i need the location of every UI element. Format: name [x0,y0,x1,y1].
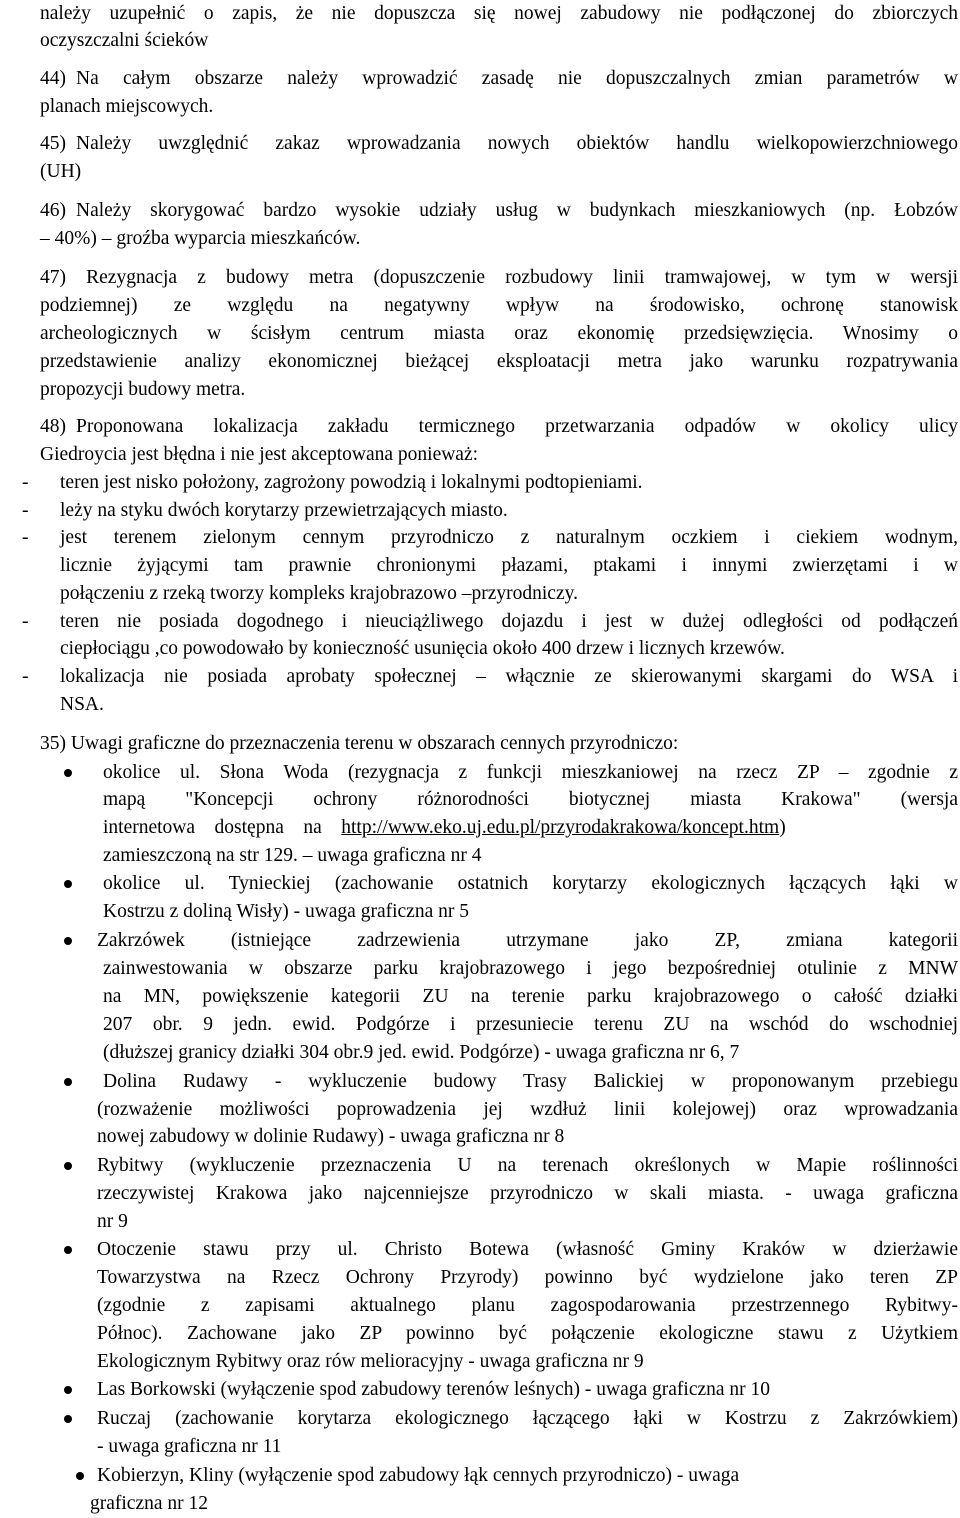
dash-item [22,469,958,497]
dash-item [22,608,958,636]
item-47-line: propozycji budowy metra. [40,379,246,400]
item-text: Rezygnacja z budowy metra (dopuszczenie rozbudowy linii tramwajowej, w tym w wersji [86,267,959,288]
dash-item [22,663,958,691]
dash-text: lokalizacja nie posiada aprobaty społecznej – włącznie ze skierowanymi skargami do WSA i [60,666,958,687]
item-48 [40,413,958,441]
item-48-cont: Giedroycia jest błędna i nie jest akceptowana ponieważ: [40,444,479,465]
bullet-item: Otoczenie stawu przy ul. Christo Botewa (własność Gminy Kraków w dzierżawie [97,1239,958,1260]
bullet-item: Kobierzyn, Kliny (wyłączenie spod zabudowy łąk cennych przyrodniczo) - uwaga [97,1465,740,1486]
item-44-cont: planach miejscowych. [40,96,214,117]
dash-item-cont: NSA. [60,694,104,715]
dash-item [22,497,958,525]
dash-item-cont: ciepłociągu ,co powodowało by konieczność usunięcia około 400 drzew i licznych krzewów. [60,638,785,659]
bullet-line: na MN, powiększenie kategorii ZU na terenie parku krajobrazowego o całość działki [103,986,958,1007]
item-46 [40,197,958,225]
dash-marker: - [22,611,29,632]
item-47-line: przedstawienie analizy ekonomicznej bieżącej eksploatacji metra jako warunku rozpatrywania [40,351,958,372]
bullet-line: graficzna nr 12 [90,1493,209,1514]
bullet-line: (dłuższej granicy działki 304 obr.9 jed. ewid. Podgórze) - uwaga graficzna nr 6, 7 [103,1042,740,1063]
item-45-cont: (UH) [40,161,82,182]
dash-item [22,524,958,552]
bullet-item: Las Borkowski (wyłączenie spod zabudowy terenów leśnych) - uwaga graficzna nr 10 [97,1379,771,1400]
item-number: 47) [40,267,66,288]
bullet-icon [76,1472,84,1480]
bullet-line: Ekologicznym Rybitwy oraz rów melioracyjny - uwaga graficzna nr 9 [97,1351,644,1372]
item-44 [40,65,958,93]
item-text: Na całym obszarze należy wprowadzić zasadę nie dopuszczalnych zmian parametrów w [76,68,958,89]
koncept-link[interactable]: http://www.eko.uj.edu.pl/przyrodakrakowa/koncept.htm [341,817,780,838]
bullet-item: Zakrzówek (istniejące zadrzewienia utrzymane jako ZP, zmiana kategorii [97,930,958,951]
bullet-text: internetowa dostępna na [103,817,342,838]
bullet-item: Ruczaj (zachowanie korytarza ekologicznego łączącego łąki w Kostrzu z Zakrzówkiem) [97,1408,958,1429]
intro-line-2: oczyszczalni ścieków [40,30,209,51]
bullet-item: okolice ul. Słona Woda (rezygnacja z funkcji mieszkaniowej na rzecz ZP – zgodnie z [103,762,958,783]
bullet-line: Kostrzu z doliną Wisły) - uwaga graficzna nr 5 [103,901,469,922]
bullet-icon [64,937,72,945]
bullet-line: nr 9 [97,1211,128,1232]
bullet-line: nowej zabudowy w dolinie Rudawy) - uwaga graficzna nr 8 [97,1126,565,1147]
item-number: 45) [40,133,66,154]
bullet-icon [64,1246,72,1254]
bullet-icon [64,1078,72,1086]
item-45 [40,130,958,158]
bullet-line: - uwaga graficzna nr 11 [97,1436,282,1457]
item-text: Należy skorygować bardzo wysokie udziały usług w budynkach mieszkaniowych (np. Łobzów [76,200,958,221]
dash-text: jest terenem zielonym cennym przyrodniczo z naturalnym oczkiem i ciekiem wodnym, [60,527,958,548]
section-35-title: 35) Uwagi graficzne do przeznaczenia terenu w obszarach cennych przyrodniczo: [40,733,679,754]
dash-marker: - [22,500,29,521]
bullet-item: okolice ul. Tynieckiej (zachowanie ostatnich korytarzy ekologicznych łączących łąki w [103,873,958,894]
item-number: 48) [40,416,66,437]
dash-text: teren jest nisko położony, zagrożony powodzią i lokalnymi podtopieniami. [60,472,643,493]
bullet-icon [64,1415,72,1423]
dash-text: leży na styku dwóch korytarzy przewietrzających miasto. [60,500,508,521]
bullet-icon [64,769,72,777]
dash-marker: - [22,527,29,548]
item-47-line: podziemnej) ze względu na negatywny wpływ na środowisko, ochronę stanowisk [40,295,958,316]
bullet-item: Dolina Rudawy - wykluczenie budowy Trasy Balickiej w proponowanym przebiegu [103,1071,958,1092]
bullet-line: zamieszczoną na str 129. – uwaga graficzna nr 4 [103,845,482,866]
dash-marker: - [22,472,29,493]
bullet-icon [64,880,72,888]
bullet-line: Towarzystwa na Rzecz Ochrony Przyrody) powinno być wydzielone jako teren ZP [97,1267,958,1288]
bullet-line: rzeczywistej Krakowa jako najcenniejsze przyrodniczo w skali miasta. - uwaga graficzna [97,1183,958,1204]
item-number: 46) [40,200,66,221]
item-text: Proponowana lokalizacja zakładu termicznego przetwarzania odpadów w okolicy ulicy [76,416,958,437]
bullet-line: mapą "Koncepcji ochrony różnorodności biotycznej miasta Krakowa" (wersja [103,789,958,810]
item-46-cont: – 40%) – groźba wyparcia mieszkańców. [40,228,361,249]
bullet-line [103,814,958,842]
dash-text: teren nie posiada dogodnego i nieuciążliwego dojazdu i jest w dużej odległości od podłączeń [60,611,958,632]
dash-item-cont: licznie żyjącymi tam prawnie chronionymi płazami, ptakami i innymi zwierzętami i w [60,555,958,576]
dash-marker: - [22,666,29,687]
item-47 [40,264,958,292]
bullet-text: ) [779,817,786,838]
dash-item-cont: połączeniu z rzeką tworzy kompleks krajobrazowo –przyrodniczy. [60,583,578,604]
bullet-line: zainwestowania w obszarze parku krajobrazowego i jego bezpośredniej otulinie z MNW [103,958,958,979]
bullet-line: 207 obr. 9 jedn. ewid. Podgórze i przesuniecie terenu ZU na wschód do wschodniej [103,1014,958,1035]
bullet-item: Rybitwy (wykluczenie przeznaczenia U na terenach określonych w Mapie roślinności [97,1155,958,1176]
item-47-line: archeologicznych w ścisłym centrum miasta oraz ekonomię przedsięwzięcia. Wnosimy o [40,323,958,344]
intro-line-1: należy uzupełnić o zapis, że nie dopuszcza się nowej zabudowy nie podłączonej do zbiorczych [40,3,958,24]
item-text: Należy uwzględnić zakaz wprowadzania nowych obiektów handlu wielkopowierzchniowego [76,133,958,154]
bullet-line: Północ). Zachowane jako ZP powinno być połączenie ekologiczne stawu z Użytkiem [97,1323,958,1344]
bullet-icon [64,1386,72,1394]
bullet-icon [64,1162,72,1170]
bullet-line: (rozważenie możliwości poprowadzenia jej wzdłuż linii kolejowej) oraz wprowadzania [97,1099,958,1120]
bullet-line: (zgodnie z zapisami aktualnego planu zagospodarowania przestrzennego Rybitwy- [97,1295,958,1316]
item-number: 44) [40,68,66,89]
